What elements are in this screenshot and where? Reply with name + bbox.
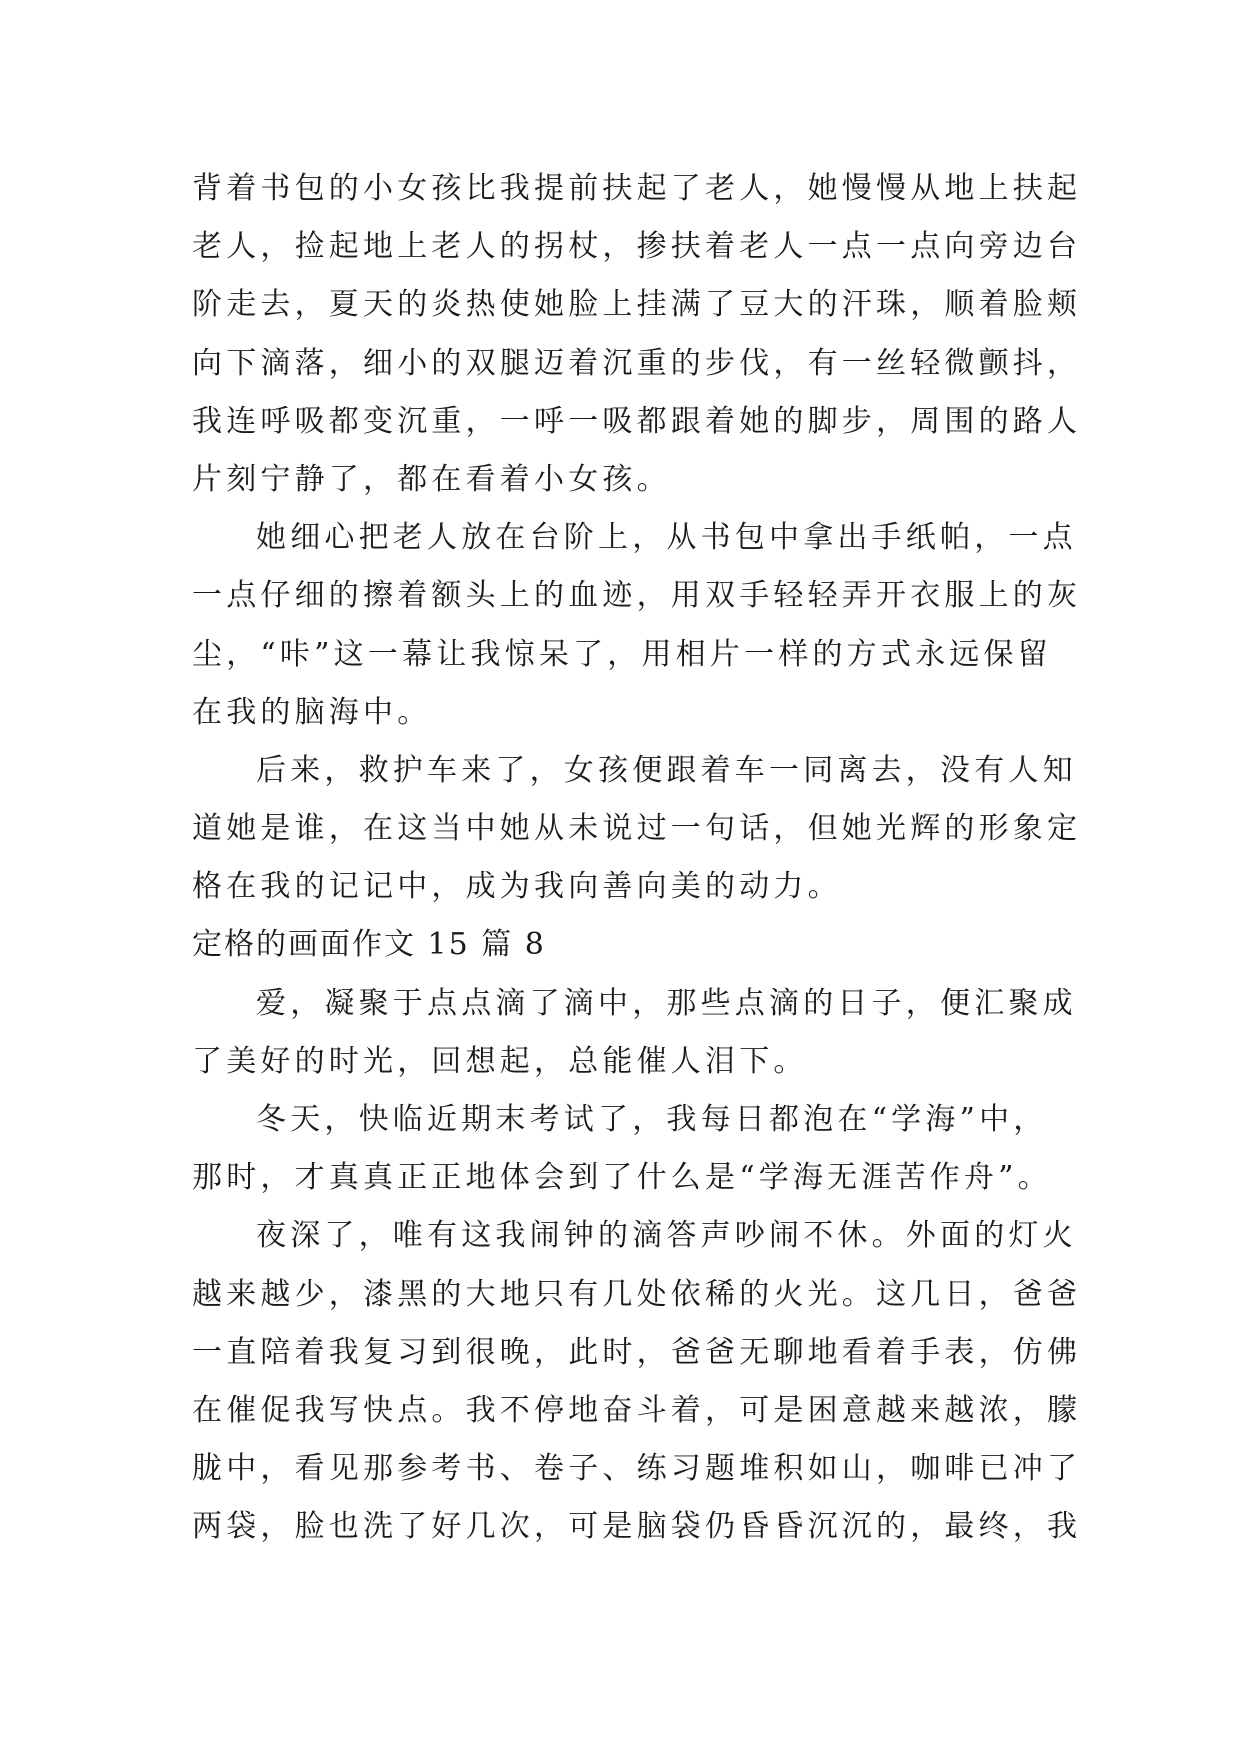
text-line: 尘，“咔”这一幕让我惊呆了，用相片一样的方式永远保留 [192, 636, 1052, 672]
text-line: 那时，才真真正正地体会到了什么是“学海无涯苦作舟”。 [192, 1160, 1052, 1196]
text-line: 我连呼吸都变沉重，一呼一吸都跟着她的脚步，周围的路人 [192, 403, 1082, 439]
text-line: 她细心把老人放在台阶上，从书包中拿出手纸帕，一点 [256, 520, 1077, 556]
paragraph [192, 509, 1082, 742]
paragraph [192, 742, 1082, 917]
paragraph [192, 1091, 1052, 1207]
text-line: 后来，救护车来了，女孩便跟着车一同离去，没有人知 [256, 752, 1077, 788]
section-heading [192, 916, 1052, 974]
paragraph [192, 975, 1077, 1091]
paragraph [192, 160, 1082, 509]
text-line: 片刻宁静了，都在看着小女孩。 [192, 461, 671, 497]
text-line: 在我的脑海中。 [192, 694, 432, 730]
text-line: 一点仔细的擦着额头上的血迹，用双手轻轻弄开衣服上的灰 [192, 578, 1082, 614]
text-line: 越来越少，漆黑的大地只有几处依稀的火光。这几日，爸爸 [192, 1276, 1082, 1312]
text-line: 格在我的记记中，成为我向善向美的动力。 [192, 869, 842, 905]
text-line: 了美好的时光，回想起，总能催人泪下。 [192, 1043, 808, 1079]
text-line: 阶走去，夏天的炎热使她脸上挂满了豆大的汗珠，顺着脸颊 [192, 287, 1082, 323]
text-line: 向下滴落，细小的双腿迈着沉重的步伐，有一丝轻微颤抖， [192, 345, 1082, 381]
paragraph [192, 1207, 1082, 1556]
text-line: 爱，凝聚于点点滴了滴中，那些点滴的日子，便汇聚成 [256, 985, 1077, 1021]
text-line: 背着书包的小女孩比我提前扶起了老人，她慢慢从地上扶起 [192, 171, 1082, 206]
text-line: 两袋，脸也洗了好几次，可是脑袋仍昏昏沉沉的，最终，我 [192, 1509, 1082, 1545]
text-line: 夜深了，唯有这我闹钟的滴答声吵闹不休。外面的灯火 [256, 1218, 1077, 1254]
heading-line: 定格的画面作文 15 篇 8 [192, 927, 546, 963]
text-line: 道她是谁，在这当中她从未说过一句话，但她光辉的形象定 [192, 811, 1082, 847]
text-line: 老人，捡起地上老人的拐杖，掺扶着老人一点一点向旁边台 [192, 229, 1082, 265]
text-line: 胧中，看见那参考书、卷子、练习题堆积如山，咖啡已冲了 [192, 1451, 1082, 1487]
text-line: 一直陪着我复习到很晚，此时，爸爸无聊地看着手表，仿佛 [192, 1334, 1082, 1370]
document-body [192, 160, 1082, 1557]
text-line: 冬天，快临近期末考试了，我每日都泡在“学海”中， [256, 1102, 1048, 1137]
text-line: 在催促我写快点。我不停地奋斗着，可是困意越来越浓，朦 [192, 1392, 1082, 1428]
